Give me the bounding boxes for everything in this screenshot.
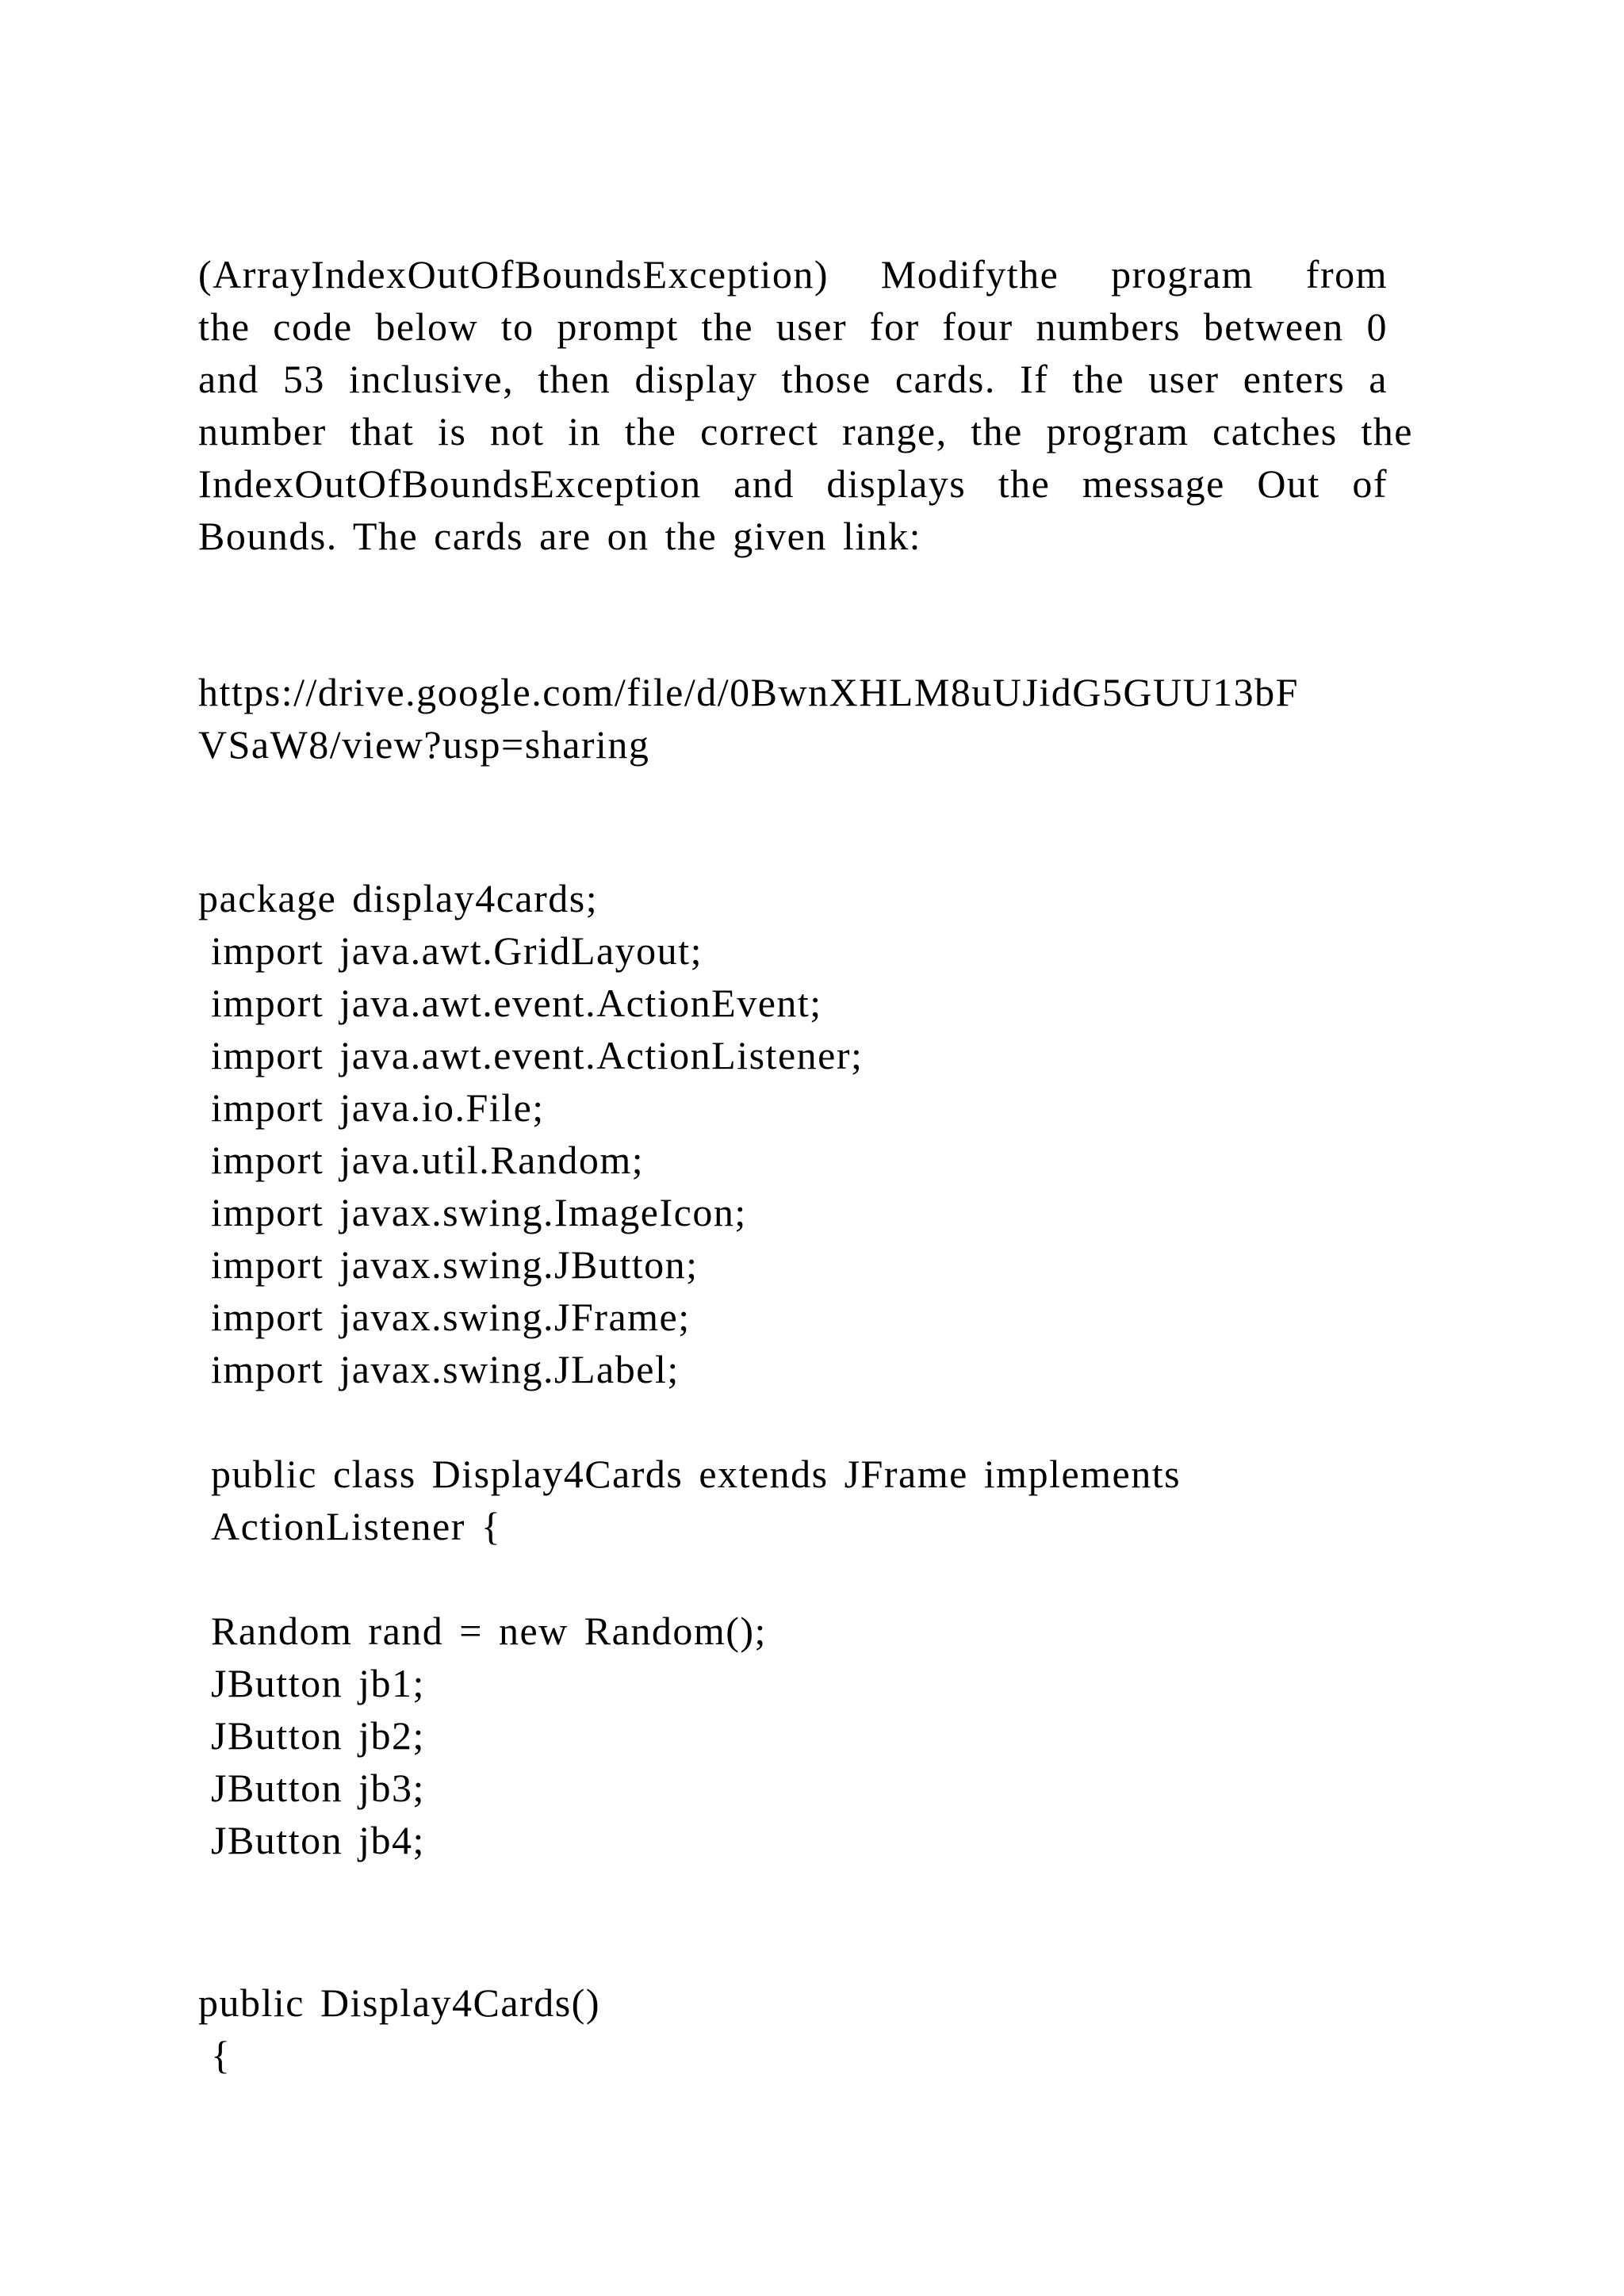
field-line: JButton jb4;	[211, 1818, 425, 1862]
import-line: import java.io.File;	[211, 1085, 545, 1130]
class-declaration-line: ActionListener {	[211, 1504, 502, 1548]
field-line: JButton jb2;	[211, 1713, 425, 1758]
import-line: import javax.swing.JLabel;	[211, 1347, 680, 1391]
code-listing	[198, 872, 1435, 1866]
import-line: import java.awt.event.ActionEvent;	[211, 981, 822, 1025]
open-brace-line: {	[211, 2033, 232, 2077]
constructor-declaration-line: public Display4Cards()	[198, 1980, 600, 2025]
link-line[interactable]: VSaW8/view?usp=sharing	[198, 722, 650, 767]
problem-line: (ArrayIndexOutOfBoundsException) Modifythe program from	[198, 252, 1388, 297]
problem-statement	[198, 248, 1435, 562]
cards-link[interactable]	[198, 666, 1435, 771]
problem-line: IndexOutOfBoundsException and displays the message Out of	[198, 461, 1388, 506]
constructor-code	[198, 1976, 1435, 2081]
problem-line: Bounds. The cards are on the given link:	[198, 514, 922, 558]
blank-line	[198, 1395, 1435, 1448]
import-line: import javax.swing.JButton;	[211, 1242, 699, 1287]
blank-line	[198, 1552, 1435, 1605]
problem-line: number that is not in the correct range, the program catches the	[198, 409, 1413, 453]
field-line: JButton jb1;	[211, 1661, 425, 1705]
import-line: import java.awt.event.ActionListener;	[211, 1033, 864, 1077]
import-line: import java.util.Random;	[211, 1138, 645, 1182]
import-line: import java.awt.GridLayout;	[211, 928, 703, 973]
problem-line: and 53 inclusive, then display those cards. If the user enters a	[198, 357, 1388, 401]
class-declaration-line: public class Display4Cards extends JFrame implements	[211, 1452, 1182, 1496]
problem-line: the code below to prompt the user for four numbers between 0	[198, 304, 1388, 349]
field-line: Random rand = new Random();	[211, 1609, 767, 1653]
import-line: import javax.swing.ImageIcon;	[211, 1190, 747, 1234]
field-line: JButton jb3;	[211, 1766, 425, 1810]
import-line: import javax.swing.JFrame;	[211, 1295, 691, 1339]
link-line[interactable]: https://drive.google.com/file/d/0BwnXHLM8uUJidG5GUU13bF	[198, 670, 1299, 714]
package-line: package display4cards;	[198, 876, 599, 920]
